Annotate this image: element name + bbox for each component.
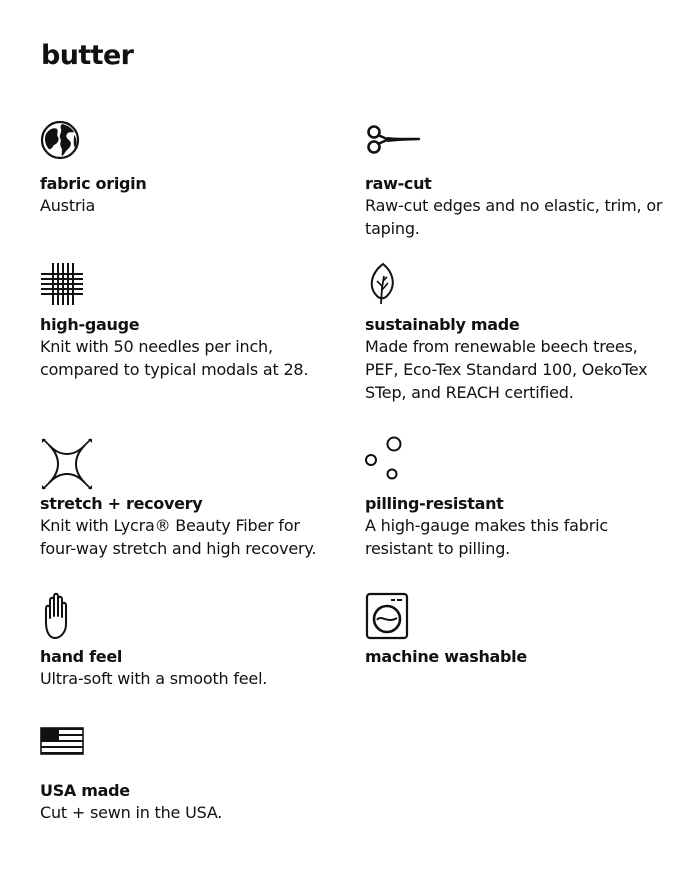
feature-title: pilling-resistant: [365, 494, 504, 513]
feature-description: Knit with 50 needles per inch, compared to typical modals at 28.: [40, 337, 309, 379]
feature-description: Made from renewable beech trees, PEF, Eco-Tex Standard 100, OekoTex STep, and REACH certified.: [365, 337, 648, 402]
feature-machine-washable: [365, 592, 665, 667]
feature-description: Raw-cut edges and no elastic, trim, or taping.: [365, 196, 663, 238]
stretch-star-icon: [40, 438, 84, 482]
feature-raw-cut: [365, 120, 665, 240]
washing-machine-icon: [365, 592, 409, 636]
bubbles-icon: [365, 438, 409, 482]
feature-title: high-gauge: [40, 315, 140, 334]
feature-usa-made: [40, 725, 340, 824]
feature-description: Ultra-soft with a smooth feel.: [40, 669, 268, 688]
feature-high-gauge: [40, 262, 340, 381]
us-flag-icon: [40, 725, 84, 769]
scissors-icon: [365, 120, 409, 164]
knit-grid-icon: [40, 262, 84, 306]
feature-description: A high-gauge makes this fabric resistant to pilling.: [365, 516, 608, 558]
feature-fabric-origin: [40, 120, 340, 217]
feature-sustainably-made: [365, 262, 665, 404]
feature-title: machine washable: [365, 647, 527, 666]
feature-stretch-recovery: [40, 438, 340, 560]
feature-hand-feel: [40, 592, 340, 690]
page-title: butter: [41, 40, 134, 71]
globe-icon: [40, 120, 84, 164]
feature-description: Austria: [40, 196, 96, 215]
hand-icon: [40, 592, 84, 636]
feature-description: Cut + sewn in the USA.: [40, 803, 223, 822]
feature-title: stretch + recovery: [40, 494, 203, 513]
feature-title: fabric origin: [40, 174, 147, 193]
feature-title: hand feel: [40, 647, 123, 666]
feature-title: USA made: [40, 781, 130, 800]
feature-title: raw-cut: [365, 174, 432, 193]
feature-pilling-resistant: [365, 438, 665, 560]
leaf-icon: [365, 262, 409, 306]
feature-description: Knit with Lycra® Beauty Fiber for four-way stretch and high recovery.: [40, 516, 317, 558]
feature-title: sustainably made: [365, 315, 520, 334]
